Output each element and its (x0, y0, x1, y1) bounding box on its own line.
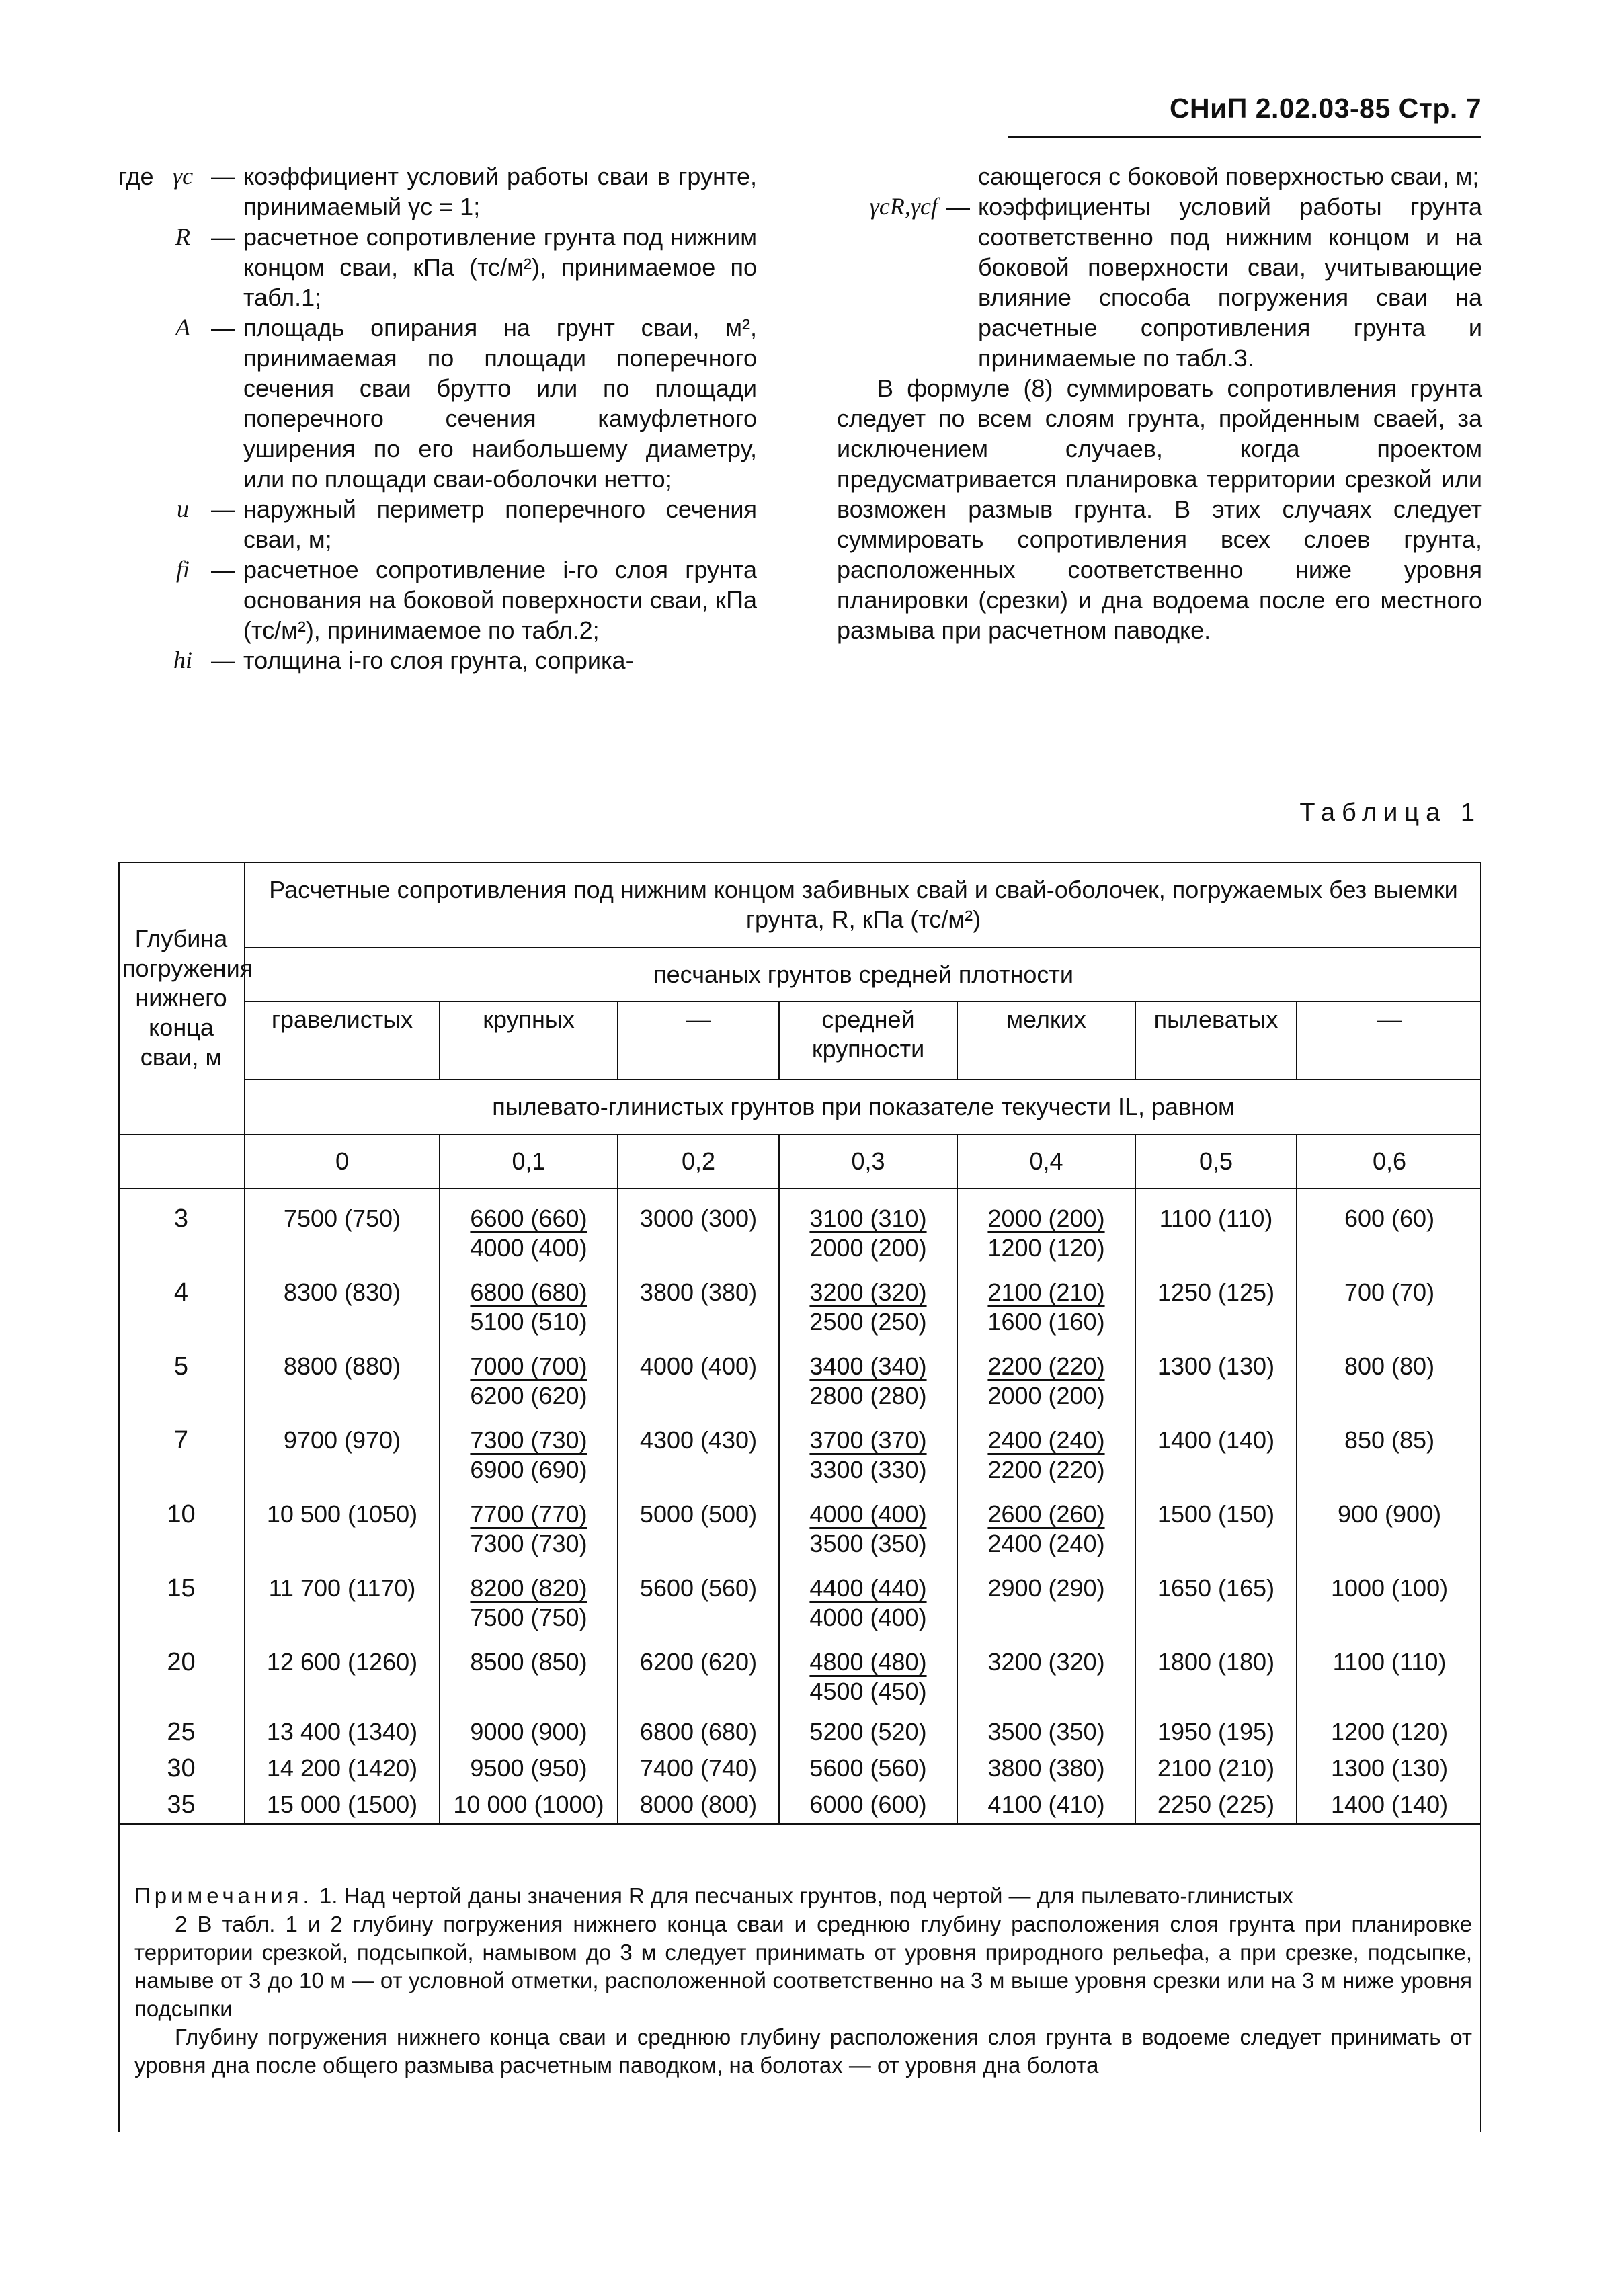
sand-type-cell: — (1297, 1001, 1481, 1079)
definition-symbol: γc (172, 163, 194, 190)
single-value: 1800 (180) (1157, 1648, 1275, 1676)
value-cell (1297, 1787, 1481, 1824)
single-value: 3800 (380) (639, 1278, 758, 1306)
value-cell (618, 1188, 779, 1271)
value-cell (1297, 1419, 1481, 1493)
single-value: 6000 (600) (809, 1791, 927, 1818)
table-title: Таблица 1 (1299, 798, 1481, 827)
definition-fi (118, 555, 757, 645)
single-value: 10 500 (1050) (266, 1500, 418, 1528)
single-value: 6800 (680) (639, 1718, 758, 1746)
sand-value: 4400 (440) (809, 1574, 927, 1602)
table-notes (134, 1882, 1472, 2080)
dash: — (211, 223, 235, 251)
table-body (118, 1188, 1481, 1824)
dash: — (211, 556, 235, 583)
single-value: 1000 (100) (1330, 1574, 1449, 1602)
table-row (118, 1715, 1481, 1751)
sand-value: 3400 (340) (809, 1352, 927, 1380)
clay-value: 7500 (750) (470, 1604, 587, 1631)
single-value: 2250 (225) (1157, 1791, 1275, 1818)
single-value: 6200 (620) (639, 1648, 758, 1676)
table-row (118, 1641, 1481, 1715)
value-cell (957, 1787, 1135, 1824)
depth-cell: 30 (118, 1751, 245, 1787)
single-value: 12 600 (1260) (266, 1648, 418, 1676)
value-cell (1297, 1188, 1481, 1271)
depth-cell: 7 (118, 1419, 245, 1493)
dash: — (211, 163, 235, 190)
single-value: 1100 (110) (1159, 1204, 1273, 1232)
value-cell (1135, 1188, 1297, 1271)
single-value: 8000 (800) (639, 1791, 758, 1818)
definition-text: коэффициенты условий работы грунта соответственно под нижним концом и на боковой поверхности сваи, учитывающие влияние способа погружения сваи на расчетные сопротивления грунта и принимаемые по табл.3. (978, 193, 1482, 372)
definition-text: толщина i-го слоя грунта, соприка- (243, 647, 634, 674)
value-cell (245, 1271, 440, 1345)
definition-symbol: A (175, 314, 190, 341)
clay-value: 6900 (690) (470, 1456, 587, 1483)
value-cell (1135, 1751, 1297, 1787)
value-cell (957, 1751, 1135, 1787)
value-cell (779, 1641, 957, 1715)
depth-cell: 3 (118, 1188, 245, 1271)
value-cell (245, 1188, 440, 1271)
where-label: где (118, 163, 154, 190)
clay-value: 2200 (220) (987, 1456, 1105, 1483)
single-value: 5000 (500) (639, 1500, 758, 1528)
sand-type-cell: — (618, 1001, 779, 1079)
single-value: 1650 (165) (1157, 1574, 1275, 1602)
definition-r (118, 222, 757, 313)
value-cell (957, 1345, 1135, 1419)
right-column (837, 161, 1482, 645)
page-header: СНиП 2.02.03-85 Стр. 7 (1008, 93, 1481, 138)
single-value: 4100 (410) (987, 1791, 1105, 1818)
value-cell (957, 1419, 1135, 1493)
clay-value: 4500 (450) (809, 1678, 927, 1705)
single-value: 5600 (560) (809, 1754, 927, 1782)
value-cell (1135, 1271, 1297, 1345)
single-value: 900 (900) (1337, 1500, 1442, 1528)
value-cell (957, 1493, 1135, 1567)
dash: — (211, 647, 235, 674)
value-cell (779, 1271, 957, 1345)
single-value: 5200 (520) (809, 1718, 927, 1746)
table-row (118, 1419, 1481, 1493)
definition-text: наружный периметр поперечного сечения сваи, м; (243, 495, 757, 553)
value-cell (1135, 1419, 1297, 1493)
value-cell (1297, 1751, 1481, 1787)
single-value: 1100 (110) (1332, 1648, 1447, 1676)
value-cell (779, 1751, 957, 1787)
single-value: 3800 (380) (987, 1754, 1105, 1782)
single-value: 3000 (300) (639, 1204, 758, 1232)
single-value: 3200 (320) (987, 1648, 1105, 1676)
continuation-text: сающегося с боковой поверхностью сваи, м; (978, 163, 1479, 190)
clay-value: 2500 (250) (809, 1308, 927, 1336)
il-values-row (118, 1135, 1481, 1188)
sand-value: 2200 (220) (987, 1352, 1105, 1380)
definition-text: коэффициент условий работы сваи в грунте, принимаемый γc = 1; (243, 163, 757, 220)
depth-cell: 15 (118, 1567, 245, 1641)
value-cell (440, 1419, 618, 1493)
clay-value: 2000 (200) (987, 1382, 1105, 1409)
table-row (118, 1493, 1481, 1567)
single-value: 850 (85) (1344, 1426, 1435, 1454)
sand-value: 4800 (480) (809, 1648, 927, 1676)
value-cell (440, 1345, 618, 1419)
value-cell (618, 1271, 779, 1345)
il-value-cell: 0,3 (779, 1135, 957, 1188)
single-value: 15 000 (1500) (266, 1791, 418, 1818)
sand-value: 3700 (370) (809, 1426, 927, 1454)
note-1 (134, 1882, 1472, 1910)
depth-cell: 35 (118, 1787, 245, 1824)
definition-text: площадь опирания на грунт сваи, м², принимаемая по площади поперечного сечения сваи брутто или по площади поперечного сечения камуфлетного уширения по его наибольшему диаметру, или по площади сваи-оболочки нетто; (243, 314, 757, 493)
single-value: 1250 (125) (1157, 1278, 1275, 1306)
single-value: 10 000 (1000) (453, 1791, 604, 1818)
single-value: 1400 (140) (1330, 1791, 1449, 1818)
sand-types-row (118, 1001, 1481, 1079)
clay-value: 5100 (510) (470, 1308, 587, 1336)
sand-value: 4000 (400) (809, 1500, 927, 1528)
value-cell (618, 1751, 779, 1787)
sand-type-cell: мелких (957, 1001, 1135, 1079)
value-cell (245, 1715, 440, 1751)
definition-text: расчетное сопротивление грунта под нижним концом сваи, кПа (тс/м²), принимаемое по табл.1; (243, 223, 757, 311)
value-cell (779, 1345, 957, 1419)
value-cell (1297, 1345, 1481, 1419)
single-value: 8800 (880) (283, 1352, 401, 1380)
single-value: 3500 (350) (987, 1718, 1105, 1746)
clay-value: 7300 (730) (470, 1530, 587, 1557)
note-1-text: 1. Над чертой даны значения R для песчаных грунтов, под чертой — для пылевато-глинистых (319, 1883, 1293, 1908)
value-cell (779, 1493, 957, 1567)
sand-value: 6800 (680) (470, 1278, 587, 1306)
single-value: 11 700 (1170) (268, 1574, 416, 1602)
single-value: 14 200 (1420) (266, 1754, 418, 1782)
clay-value: 4000 (400) (809, 1604, 927, 1631)
il-value-cell: 0 (245, 1135, 440, 1188)
value-cell (1297, 1715, 1481, 1751)
value-cell (618, 1419, 779, 1493)
resistance-table (118, 862, 1481, 1825)
depth-cell: 10 (118, 1493, 245, 1567)
value-cell (779, 1787, 957, 1824)
table-row (118, 1345, 1481, 1419)
value-cell (618, 1641, 779, 1715)
single-value: 9500 (950) (470, 1754, 587, 1782)
value-cell (957, 1188, 1135, 1271)
value-cell (440, 1715, 618, 1751)
definition-gamma-cr-cf (837, 192, 1482, 373)
sand-type-cell: крупных (440, 1001, 618, 1079)
value-cell (245, 1787, 440, 1824)
single-value: 1500 (150) (1157, 1500, 1275, 1528)
single-value: 700 (70) (1344, 1278, 1435, 1306)
left-column (118, 161, 757, 675)
value-cell (1135, 1641, 1297, 1715)
value-cell (957, 1271, 1135, 1345)
clay-value: 3500 (350) (809, 1530, 927, 1557)
dash: — (211, 495, 235, 523)
value-cell (245, 1567, 440, 1641)
value-cell (779, 1715, 957, 1751)
value-cell (440, 1493, 618, 1567)
depth-header: Глубина погружения нижнего конца сваи, м (118, 862, 245, 1135)
value-cell (440, 1188, 618, 1271)
single-value: 5600 (560) (639, 1574, 758, 1602)
value-cell (245, 1493, 440, 1567)
single-value: 800 (80) (1344, 1352, 1435, 1380)
note-2: 2 В табл. 1 и 2 глубину погружения нижнего конца сваи и среднюю глубину расположения слоя грунта при планировке территории срезкой, подсыпкой, намывом до 3 м следует принимать от уровня природного рельефа, а при срезке, подсыпке, намыве от 3 до 10 м — от условной отметки, расположенной соответственно на 3 м выше уровня срезки или на 3 м ниже уровня подсыпки (134, 1912, 1472, 2021)
sand-value: 3100 (310) (809, 1204, 927, 1232)
clay-value: 2000 (200) (809, 1234, 927, 1262)
il-value-cell: 0,5 (1135, 1135, 1297, 1188)
value-cell (1135, 1787, 1297, 1824)
single-value: 1300 (130) (1330, 1754, 1449, 1782)
value-cell (440, 1641, 618, 1715)
clay-header: пылевато-глинистых грунтов при показателе текучести IL, равном (245, 1079, 1481, 1135)
table-row (118, 1787, 1481, 1824)
clay-value: 1200 (120) (987, 1234, 1105, 1262)
value-cell (440, 1787, 618, 1824)
single-value: 1300 (130) (1157, 1352, 1275, 1380)
single-value: 9700 (970) (283, 1426, 401, 1454)
value-cell (1297, 1271, 1481, 1345)
il-value-cell: 0,1 (440, 1135, 618, 1188)
sand-value: 6600 (660) (470, 1204, 587, 1232)
value-cell (440, 1751, 618, 1787)
value-cell (245, 1419, 440, 1493)
single-value: 600 (60) (1344, 1204, 1435, 1232)
definition-symbol: fi (175, 556, 190, 583)
sand-value: 7700 (770) (470, 1500, 587, 1528)
single-value: 4000 (400) (639, 1352, 758, 1380)
sand-type-cell: пылеватых (1135, 1001, 1297, 1079)
depth-cell: 4 (118, 1271, 245, 1345)
value-cell (618, 1345, 779, 1419)
value-cell (1135, 1345, 1297, 1419)
single-value: 2100 (210) (1157, 1754, 1275, 1782)
table-row (118, 1188, 1481, 1271)
depth-cell: 20 (118, 1641, 245, 1715)
value-cell (245, 1345, 440, 1419)
value-cell (1297, 1567, 1481, 1641)
table-row (118, 1567, 1481, 1641)
sand-value: 2100 (210) (987, 1278, 1105, 1306)
sand-value: 2600 (260) (987, 1500, 1105, 1528)
single-value: 1950 (195) (1157, 1718, 1275, 1746)
main-header: Расчетные сопротивления под нижним концом забивных свай и свай-оболочек, погружаемых без выемки грунта, R, кПа (тс/м²) (245, 862, 1481, 948)
value-cell (618, 1567, 779, 1641)
definition-text: расчетное сопротивление i-го слоя грунта основания на боковой поверхности сваи, кПа (тс/м²), принимаемое по табл.2; (243, 556, 757, 644)
value-cell (957, 1715, 1135, 1751)
value-cell (618, 1787, 779, 1824)
sand-value: 2400 (240) (987, 1426, 1105, 1454)
sand-value: 8200 (820) (470, 1574, 587, 1602)
notes-label: Примечания. (134, 1883, 313, 1908)
definition-a (118, 313, 757, 494)
clay-value: 2800 (280) (809, 1382, 927, 1409)
value-cell (618, 1715, 779, 1751)
definition-continuation (837, 161, 1482, 192)
dash: — (946, 193, 970, 220)
table-row (118, 1751, 1481, 1787)
sand-value: 7000 (700) (470, 1352, 587, 1380)
single-value: 8500 (850) (470, 1648, 587, 1676)
definition-symbol: γcR,γcf (869, 193, 938, 220)
sand-type-cell: гравелистых (245, 1001, 440, 1079)
il-value-cell: 0,2 (618, 1135, 779, 1188)
value-cell (1297, 1493, 1481, 1567)
single-value: 8300 (830) (283, 1278, 401, 1306)
clay-value: 6200 (620) (470, 1382, 587, 1409)
definition-hi (118, 645, 757, 675)
sand-header: песчаных грунтов средней плотности (245, 948, 1481, 1001)
value-cell (779, 1419, 957, 1493)
single-value: 1400 (140) (1157, 1426, 1275, 1454)
single-value: 7400 (740) (639, 1754, 758, 1782)
dash: — (211, 314, 235, 341)
single-value: 13 400 (1340) (266, 1718, 418, 1746)
table-row (118, 1271, 1481, 1345)
value-cell (618, 1493, 779, 1567)
il-value-cell: 0,6 (1297, 1135, 1481, 1188)
note-3: Глубину погружения нижнего конца сваи и среднюю глубину расположения слоя грунта в водоеме следует принимать от уровня дна после общего размыва расчетным паводком, на болотах — от уровня дна болота (134, 2024, 1472, 2078)
value-cell (1135, 1493, 1297, 1567)
single-value: 1200 (120) (1330, 1718, 1449, 1746)
single-value: 9000 (900) (470, 1718, 587, 1746)
value-cell (440, 1271, 618, 1345)
sand-value: 2000 (200) (987, 1204, 1105, 1232)
formula-paragraph: В формуле (8) суммировать сопротивления грунта следует по всем слоям грунта, пройденным сваей, за исключением случаев, когда проектом предусматривается планировка территории срезкой или возможен размыв грунта. В этих случаях следует суммировать сопротивления всех слоев грунта, расположенных соответственно ниже уровня планировки (срезки) и дна водоема после его местного размыва при расчетном паводке. (837, 374, 1482, 644)
il-value-cell: 0,4 (957, 1135, 1135, 1188)
definition-symbol: u (177, 495, 189, 522)
value-cell (1297, 1641, 1481, 1715)
sand-value: 7300 (730) (470, 1426, 587, 1454)
definition-symbol: hi (173, 647, 192, 673)
value-cell (779, 1567, 957, 1641)
definition-u (118, 494, 757, 555)
value-cell (440, 1567, 618, 1641)
value-cell (957, 1567, 1135, 1641)
single-value: 2900 (290) (987, 1574, 1105, 1602)
single-value: 4300 (430) (639, 1426, 758, 1454)
depth-cell: 5 (118, 1345, 245, 1419)
sand-value: 3200 (320) (809, 1278, 927, 1306)
value-cell (245, 1751, 440, 1787)
single-value: 7500 (750) (283, 1204, 401, 1232)
value-cell (1135, 1715, 1297, 1751)
definition-symbol: R (175, 223, 190, 250)
clay-value: 1600 (160) (987, 1308, 1105, 1336)
depth-cell: 25 (118, 1715, 245, 1751)
sand-type-cell: средней крупности (779, 1001, 957, 1079)
value-cell (779, 1188, 957, 1271)
definition-gamma-c (118, 161, 757, 222)
value-cell (245, 1641, 440, 1715)
value-cell (957, 1641, 1135, 1715)
clay-value: 3300 (330) (809, 1456, 927, 1483)
clay-value: 2400 (240) (987, 1530, 1105, 1557)
value-cell (1135, 1567, 1297, 1641)
clay-value: 4000 (400) (470, 1234, 587, 1262)
